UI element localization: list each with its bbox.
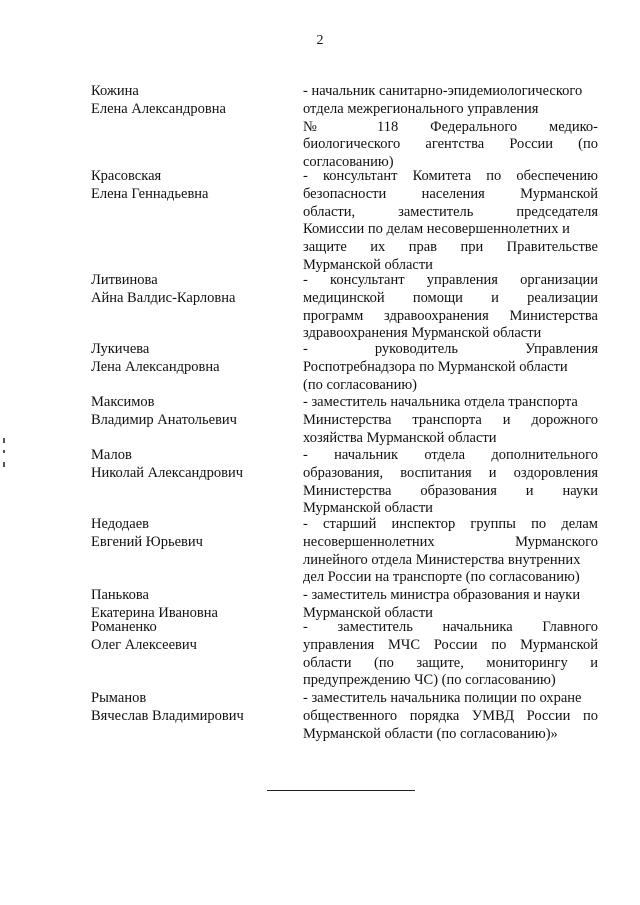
- position-line: медицинской помощи и реализации: [303, 289, 598, 306]
- position-line: Мурманской области (по согласованию)»: [303, 725, 558, 742]
- member-surname: Панькова: [91, 587, 149, 603]
- position-line: здравоохранения Мурманской области: [303, 325, 542, 342]
- position-line: предупреждению ЧС) (по согласованию): [303, 672, 556, 689]
- position-line: программ здравоохранения Министерства: [303, 307, 598, 324]
- member-position: [303, 83, 598, 172]
- member-given-names: Николай Александрович: [91, 464, 244, 481]
- member-name: [91, 341, 291, 377]
- position-line: защите их прав при Правительстве: [303, 239, 598, 256]
- member-name: [91, 168, 291, 204]
- member-position: [303, 447, 598, 518]
- member-name: [91, 690, 291, 726]
- member-surname: Красовская: [91, 168, 162, 184]
- member-position: [303, 690, 598, 743]
- member-position: [303, 516, 598, 587]
- member-given-names: Олег Алексеевич: [91, 636, 197, 653]
- member-surname: Лукичева: [91, 341, 150, 357]
- position-line: - консультант Комитета по обеспечению: [303, 168, 598, 184]
- member-position: [303, 394, 598, 447]
- position-line: - старший инспектор группы по делам: [303, 516, 598, 532]
- position-line: безопасности населения Мурманской: [303, 185, 598, 202]
- position-line: Министерства образования и науки: [303, 482, 598, 499]
- member-name: [91, 83, 291, 119]
- member-given-names: Екатерина Ивановна: [91, 604, 218, 621]
- member-surname: Романенко: [91, 619, 157, 635]
- member-name: [91, 447, 291, 483]
- position-line: - начальник отдела дополнительного: [303, 447, 598, 463]
- member-given-names: Елена Геннадьевна: [91, 185, 209, 202]
- member-position: [303, 619, 598, 690]
- member-surname: Недодаев: [91, 516, 150, 532]
- member-surname: Малов: [91, 447, 132, 463]
- member-position: [303, 587, 598, 623]
- scan-mark: [3, 462, 5, 467]
- member-given-names: Айна Валдис-Карловна: [91, 289, 236, 306]
- member-name: [91, 394, 291, 430]
- scan-mark: [3, 438, 5, 443]
- member-position: [303, 168, 598, 275]
- position-line: - заместитель начальника отдела транспорта: [303, 394, 578, 410]
- position-line: дел России на транспорте (по согласованию): [303, 569, 580, 586]
- position-line: № 118 Федерального медико-: [303, 118, 598, 135]
- position-line: - заместитель министра образования и науки: [303, 587, 581, 603]
- position-line: биологического агентства России (по: [303, 136, 598, 153]
- position-line: образования, воспитания и оздоровления: [303, 464, 598, 481]
- member-surname: Кожина: [91, 83, 139, 99]
- member-name: [91, 272, 291, 308]
- position-line: управления МЧС России по Мурманской: [303, 636, 598, 653]
- position-line: Мурманской области: [303, 604, 433, 621]
- position-line: области (по защите, мониторингу и: [303, 654, 598, 671]
- position-line: линейного отдела Министерства внутренних: [303, 551, 581, 568]
- position-line: - заместитель начальника Главного: [303, 619, 598, 635]
- member-given-names: Лена Александровна: [91, 358, 220, 375]
- member-surname: Литвинова: [91, 272, 158, 288]
- member-surname: Рыманов: [91, 690, 147, 706]
- member-given-names: Елена Александровна: [91, 100, 226, 117]
- position-line: области, заместитель председателя: [303, 203, 598, 220]
- closing-rule: [267, 790, 415, 791]
- member-given-names: Владимир Анатольевич: [91, 411, 237, 428]
- position-line: хозяйства Мурманской области: [303, 429, 497, 446]
- position-line: Роспотребнадзора по Мурманской области: [303, 358, 568, 375]
- page-number: 2: [316, 33, 324, 48]
- position-line: - начальник санитарно-эпидемиологического: [303, 83, 583, 99]
- position-line: - руководитель Управления: [303, 341, 598, 357]
- position-line: Мурманской области: [303, 500, 433, 517]
- member-surname: Максимов: [91, 394, 155, 410]
- scan-mark: [3, 450, 5, 453]
- member-position: [303, 341, 598, 394]
- position-line: Комиссии по делам несовершеннолетних и: [303, 221, 570, 238]
- position-line: - консультант управления организации: [303, 272, 598, 288]
- position-line: (по согласованию): [303, 376, 417, 393]
- member-given-names: Вячеслав Владимирович: [91, 707, 244, 724]
- position-line: согласованию): [303, 154, 394, 171]
- position-line: несовершеннолетних Мурманского: [303, 533, 598, 550]
- position-line: Министерства транспорта и дорожного: [303, 411, 598, 428]
- position-line: - заместитель начальника полиции по охране: [303, 690, 582, 706]
- member-position: [303, 272, 598, 343]
- position-line: Мурманской области: [303, 256, 433, 273]
- member-name: [91, 516, 291, 552]
- member-given-names: Евгений Юрьевич: [91, 533, 203, 550]
- member-name: [91, 619, 291, 655]
- position-line: общественного порядка УМВД России по: [303, 707, 598, 724]
- position-line: отдела межрегионального управления: [303, 100, 539, 117]
- member-name: [91, 587, 291, 623]
